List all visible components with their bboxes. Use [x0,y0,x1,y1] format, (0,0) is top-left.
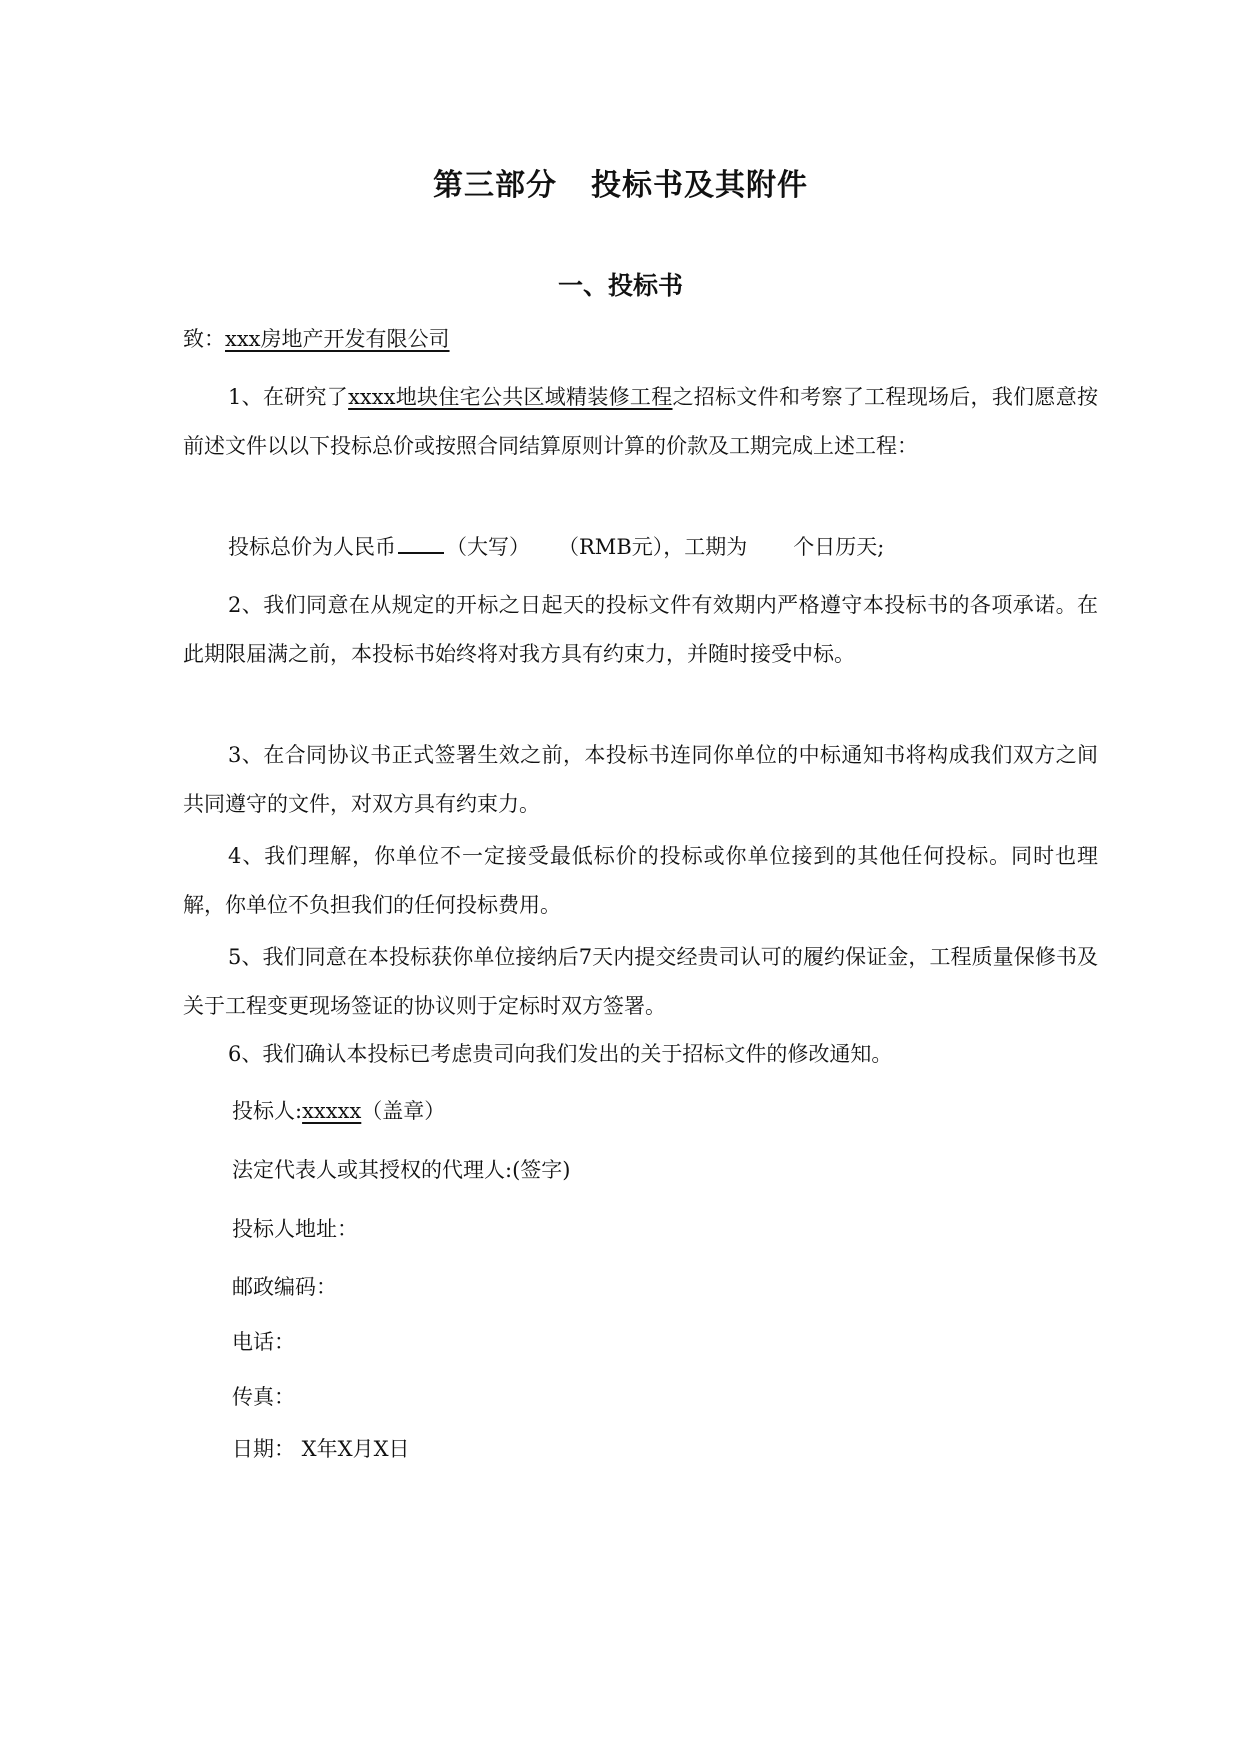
part-label: 第三部分 [433,168,557,203]
fax-line: 传真： [232,1385,295,1409]
recipient-company: xxx房地产开发有限公司 [225,327,450,351]
project-name: xxxx地块住宅公共区域精装修工程 [348,385,673,409]
duration-label: 个日历天; [793,535,885,559]
bidder-name: xxxxx [302,1099,362,1123]
paragraph-4: 4、我们理解，你单位不一定接受最低标价的投标或你单位接到的其他任何投标。同时也理解，你单位不负担我们的任何投标费用。 [183,844,1098,917]
bidder-seal: （盖章） [361,1099,446,1123]
bid-price-line [228,523,1143,571]
paragraph-6: 6、我们确认本投标已考虑贵司向我们发出的关于招标文件的修改通知。 [228,1042,893,1066]
paragraph-1-rest: 之招标文件和考察了工程现场后，我们愿意按前述文件以以下投标总价或按照合同结算原则计算的价款及工期完成上述工程： [183,385,1098,458]
paragraph-1-prefix: 1、在研究了 [228,385,349,409]
paragraph-2: 2、我们同意在从规定的开标之日起天的投标文件有效期内严格遵守本投标书的各项承诺。在此期限届满之前，本投标书始终将对我方具有约束力，并随时接受中标。 [183,593,1098,666]
salutation-prefix: 致： [183,327,225,351]
address-line: 投标人地址： [232,1217,358,1241]
paragraph-3: 3、在合同协议书正式签署生效之前，本投标书连同你单位的中标通知书将构成我们双方之间共同遵守的文件，对双方具有约束力。 [183,743,1098,816]
section-heading: 一、投标书 [557,271,683,300]
bidder-label: 投标人: [232,1099,303,1123]
bidder-line [232,1091,445,1131]
postcode-line: 邮政编码： [232,1275,337,1299]
paragraph-5: 5、我们同意在本投标获你单位接纳后7天内提交经贵司认可的履约保证金，工程质量保修书及关于工程变更现场签证的协议则于定标时双方签署。 [183,945,1098,1018]
price-rmb-label: （RMB元），工期为 [558,535,748,559]
paragraph-1 [183,373,1098,471]
salutation [183,315,1098,363]
price-blank [398,530,444,554]
date-line: 日期： X年X月X日 [232,1437,410,1461]
representative-line: 法定代表人或其授权的代理人:(签字) [232,1158,571,1182]
price-uppercase-label: （大写） [446,535,530,559]
phone-line: 电话： [232,1330,295,1354]
price-label: 投标总价为人民币 [228,535,396,559]
title-text: 投标书及其附件 [591,168,808,203]
document-title [0,160,1241,204]
